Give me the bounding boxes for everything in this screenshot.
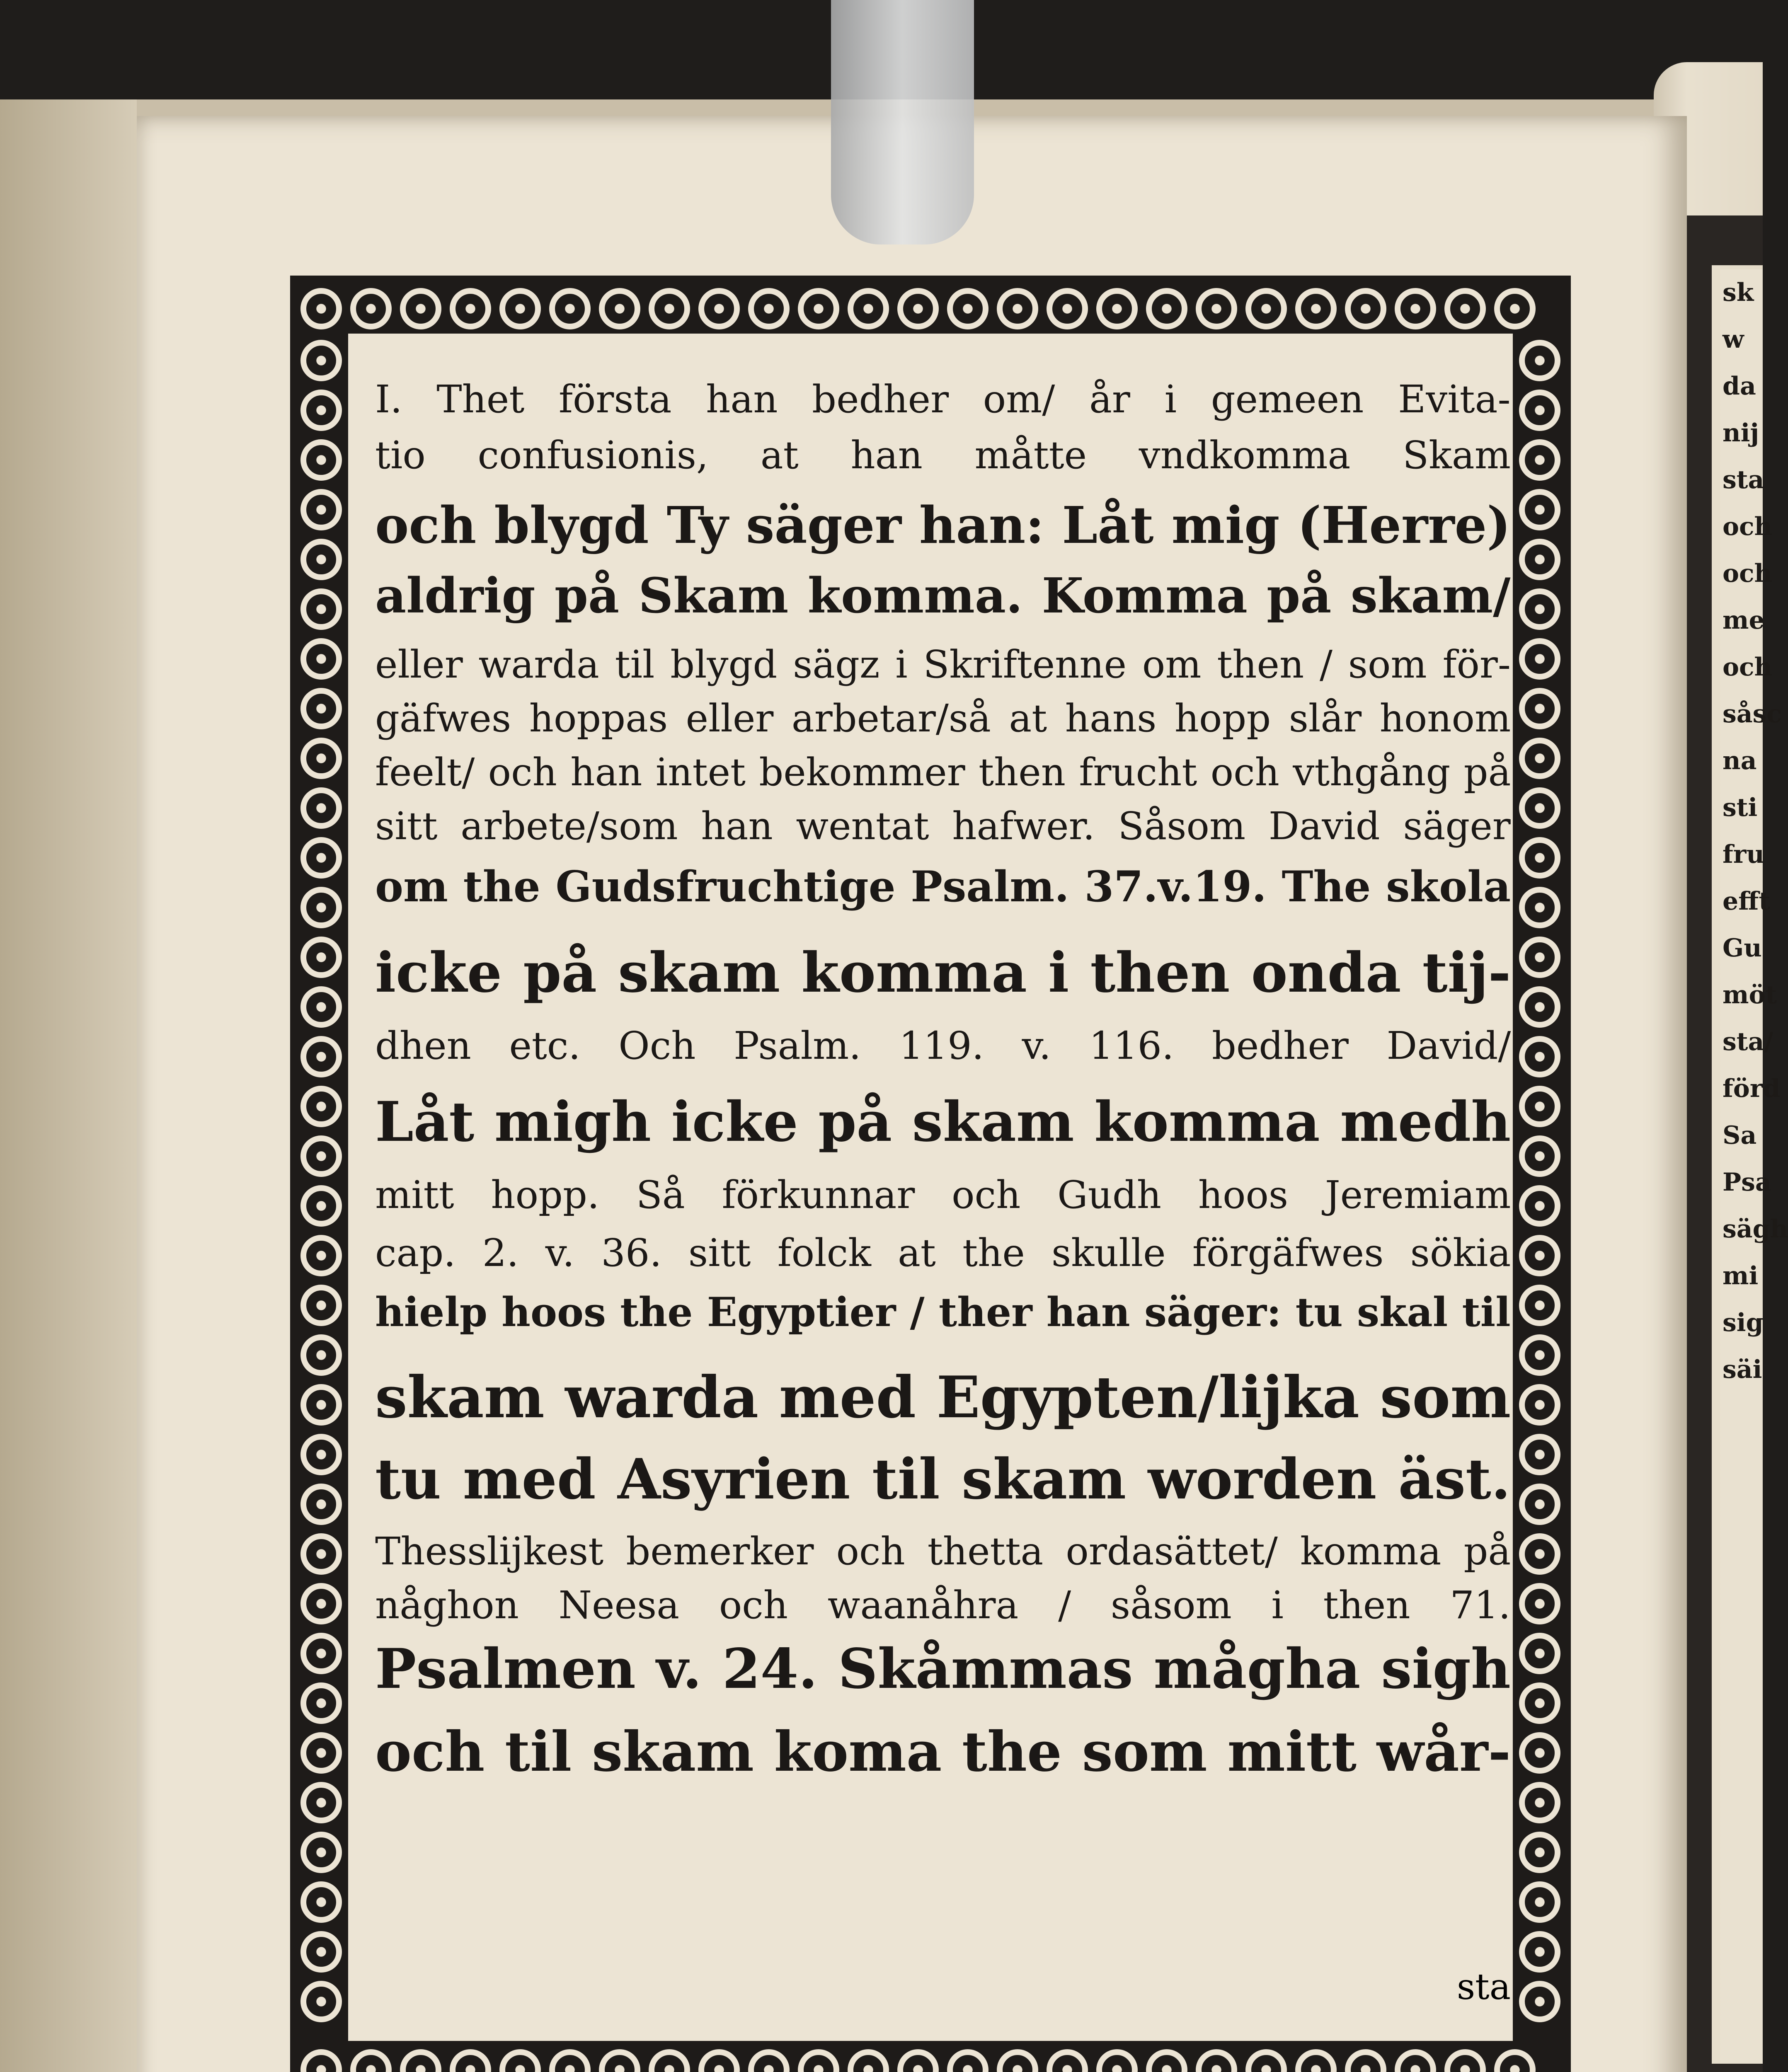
ornament-scroll — [1295, 2049, 1337, 2072]
text-line: Låt migh icke på skam komma medh — [375, 1090, 1511, 1154]
ornament-scroll — [1519, 489, 1560, 530]
ornament-scroll — [300, 937, 342, 978]
ornament-scroll — [300, 1732, 342, 1774]
ornament-scroll — [350, 2049, 392, 2072]
ornament-scroll — [300, 1434, 342, 1475]
ornament-scroll — [798, 288, 839, 329]
text-line: aldrig på Skam komma. Komma på skam/ — [375, 568, 1511, 624]
ornament-scroll — [947, 288, 988, 329]
text-line: skam warda med Egypten/lijka som — [375, 1363, 1511, 1431]
ornament-scroll — [1519, 1086, 1560, 1127]
ornament-scroll — [1519, 439, 1560, 481]
ornament-scroll — [300, 1334, 342, 1376]
next-page-fragment: och — [1723, 653, 1773, 682]
ornament-scroll — [300, 1533, 342, 1575]
text-line: mitt hopp. Så förkunnar och Gudh hoos Jeremiam — [375, 1173, 1511, 1217]
ornament-scroll — [1519, 787, 1560, 829]
ornament-scroll — [1146, 2049, 1187, 2072]
text-line: tu med Asyrien til skam worden äst. — [375, 1446, 1511, 1512]
ornament-scroll — [1519, 1583, 1560, 1624]
next-page-fragment: sägh — [1723, 1215, 1788, 1244]
ornament-scroll — [1245, 2049, 1287, 2072]
next-page-fragment: och — [1723, 559, 1773, 588]
ornament-scroll — [1519, 1285, 1560, 1326]
ornament-scroll — [300, 439, 342, 481]
ornament-scroll — [848, 2049, 889, 2072]
ornament-scroll — [300, 539, 342, 580]
ornament-scroll — [300, 1384, 342, 1426]
ornament-scroll — [300, 1832, 342, 1873]
left-page-edge — [0, 99, 137, 2072]
ornament-scroll — [1096, 2049, 1138, 2072]
next-page-fragment: sta/ — [1723, 1027, 1773, 1056]
text-line: Thesslijkest bemerker och thetta ordasättet/ komma på — [375, 1529, 1511, 1573]
ornament-scroll — [599, 2049, 640, 2072]
ornament-scroll — [300, 738, 342, 779]
ornament-scroll — [300, 1782, 342, 1823]
ornament-scroll — [748, 2049, 790, 2072]
ornament-scroll — [1395, 288, 1436, 329]
ornament-scroll — [1196, 2049, 1237, 2072]
ornament-row-bottom — [296, 2045, 1565, 2072]
next-page-fragment: Psa — [1723, 1168, 1771, 1197]
ornament-scroll — [1519, 937, 1560, 978]
ornament-scroll — [1519, 588, 1560, 630]
ornament-scroll — [997, 288, 1038, 329]
ornament-scroll — [300, 1036, 342, 1077]
ornament-scroll — [1519, 1981, 1560, 2022]
ornament-scroll — [848, 288, 889, 329]
text-line: cap. 2. v. 36. sitt folck at the skulle förgäfwes sökia — [375, 1231, 1511, 1275]
catchword: sta — [1457, 1966, 1511, 2008]
ornament-row-top — [296, 284, 1565, 334]
ornament-scroll — [549, 2049, 591, 2072]
next-page-text — [1720, 269, 1788, 2064]
next-page-fragment: da — [1723, 372, 1756, 401]
ornament-scroll — [1494, 2049, 1536, 2072]
ornament-scroll — [1295, 288, 1337, 329]
ornament-scroll — [1519, 1782, 1560, 1823]
ornament-scroll — [300, 390, 342, 431]
ornament-scroll — [300, 1484, 342, 1525]
ornament-scroll — [300, 837, 342, 879]
next-page-fragment: och — [1723, 512, 1773, 541]
ornament-scroll — [1519, 1732, 1560, 1774]
ornament-scroll — [1519, 1334, 1560, 1376]
ornament-scroll — [450, 2049, 491, 2072]
next-page-fragment: sti — [1723, 793, 1758, 822]
ornament-scroll — [1519, 1235, 1560, 1276]
ornament-scroll — [698, 288, 740, 329]
ornament-scroll — [1519, 837, 1560, 879]
ornament-scroll — [1047, 288, 1088, 329]
text-line: eller warda til blygd sägz i Skriftenne om then / som för- — [375, 642, 1511, 687]
ornament-scroll — [1519, 638, 1560, 680]
ornament-scroll — [300, 1931, 342, 1973]
ornament-scroll — [1245, 288, 1287, 329]
next-page-fragment: sta — [1723, 465, 1764, 494]
next-page-fragment: me — [1723, 606, 1765, 635]
ornament-scroll — [300, 1185, 342, 1227]
ornament-scroll — [300, 1086, 342, 1127]
next-page-fragment: Gu — [1723, 934, 1762, 963]
ornament-scroll — [300, 887, 342, 928]
ornament-scroll — [1146, 288, 1187, 329]
text-line: hielp hoos the Egyptier / ther han säger: tu skal til — [375, 1289, 1511, 1336]
ornament-scroll — [1519, 887, 1560, 928]
ornament-scroll — [300, 1881, 342, 1923]
ornament-scroll — [897, 288, 939, 329]
ornament-scroll — [1519, 738, 1560, 779]
ornament-scroll — [549, 288, 591, 329]
ornament-scroll — [997, 2049, 1038, 2072]
next-page-fragment: mi — [1723, 1261, 1759, 1290]
ornament-scroll — [300, 638, 342, 680]
ornament-scroll — [300, 1135, 342, 1177]
ornament-scroll — [300, 1583, 342, 1624]
text-line: och til skam koma the som mitt wår- — [375, 1720, 1511, 1784]
text-line: gäfwes hoppas eller arbetar/så at hans hopp slår honom — [375, 696, 1511, 741]
ornament-scroll — [1519, 390, 1560, 431]
text-line: Psalmen v. 24. Skåmmas mågha sigh — [375, 1637, 1511, 1701]
ornament-scroll — [1519, 1533, 1560, 1575]
ornament-scroll — [698, 2049, 740, 2072]
next-page-fragment: fru — [1723, 840, 1765, 869]
ornament-scroll — [300, 340, 342, 381]
text-line: någhon Neesa och waanåhra / såsom i then 71. — [375, 1583, 1511, 1627]
ornament-scroll — [1395, 2049, 1436, 2072]
ornament-scroll — [1444, 2049, 1486, 2072]
ornament-scroll — [1345, 288, 1386, 329]
ornament-scroll — [300, 2049, 342, 2072]
ornament-scroll — [798, 2049, 839, 2072]
next-page-fragment: na — [1723, 746, 1757, 775]
ornament-scroll — [1519, 1633, 1560, 1674]
ornament-scroll — [1519, 1881, 1560, 1923]
ornament-scroll — [1519, 340, 1560, 381]
text-line: feelt/ och han intet bekommer then frucht och vthgång på — [375, 750, 1511, 794]
ornament-scroll — [300, 787, 342, 829]
ornament-scroll — [300, 588, 342, 630]
ornament-scroll — [1519, 539, 1560, 580]
ornament-scroll — [1519, 1434, 1560, 1475]
ornament-scroll — [300, 1682, 342, 1724]
ornament-scroll — [1519, 1036, 1560, 1077]
next-page-fragment: efft — [1723, 887, 1771, 916]
ornament-column-left — [296, 336, 346, 2043]
ornament-scroll — [400, 288, 441, 329]
page-text — [375, 361, 1511, 2031]
ornament-scroll — [1519, 1931, 1560, 1973]
ornament-scroll — [649, 288, 690, 329]
text-line: I. Thet första han bedher om/ år i gemeen Evita- — [375, 377, 1511, 421]
ornament-scroll — [649, 2049, 690, 2072]
ornament-scroll — [1519, 1185, 1560, 1227]
text-line: om the Gudsfruchtige Psalm. 37.v.19. The skola — [375, 862, 1511, 912]
ornament-scroll — [1519, 1135, 1560, 1177]
ornament-scroll — [350, 288, 392, 329]
ornament-scroll — [1196, 288, 1237, 329]
next-page-fragment: Sa — [1723, 1121, 1757, 1150]
bookmark-clip — [831, 0, 974, 244]
ornament-scroll — [300, 489, 342, 530]
ornament-scroll — [1519, 1484, 1560, 1525]
ornament-scroll — [1047, 2049, 1088, 2072]
ornament-scroll — [1096, 288, 1138, 329]
ornament-scroll — [1444, 288, 1486, 329]
ornament-scroll — [1345, 2049, 1386, 2072]
ornament-scroll — [1519, 1832, 1560, 1873]
ornament-scroll — [1519, 986, 1560, 1028]
text-line: sitt arbete/som han wentat hafwer. Såsom David säger — [375, 804, 1511, 848]
next-page-fragment: sk — [1723, 278, 1754, 307]
next-page-fragment: såsc — [1723, 700, 1782, 729]
ornament-scroll — [1519, 1384, 1560, 1426]
ornament-scroll — [947, 2049, 988, 2072]
ornament-scroll — [300, 1633, 342, 1674]
ornament-scroll — [897, 2049, 939, 2072]
next-page-fragment: möt — [1723, 980, 1777, 1009]
text-line: icke på skam komma i then onda tij- — [375, 941, 1511, 1005]
ornament-scroll — [450, 288, 491, 329]
ornament-scroll — [300, 1235, 342, 1276]
ornament-scroll — [300, 1285, 342, 1326]
ornament-column-right — [1515, 336, 1565, 2043]
ornament-scroll — [599, 288, 640, 329]
text-line: tio confusionis, at han måtte vndkomma Skam — [375, 433, 1511, 477]
ornament-scroll — [1519, 688, 1560, 729]
ornament-scroll — [748, 288, 790, 329]
next-page-fragment: nij — [1723, 419, 1759, 448]
ornament-scroll — [300, 688, 342, 729]
ornament-scroll — [300, 288, 342, 329]
text-line: dhen etc. Och Psalm. 119. v. 116. bedher David/ — [375, 1024, 1511, 1068]
ornament-scroll — [300, 986, 342, 1028]
next-page-fragment: w — [1723, 325, 1744, 354]
next-page-fragment: sig — [1723, 1308, 1764, 1337]
ornament-scroll — [1519, 1682, 1560, 1724]
ornament-scroll — [499, 2049, 541, 2072]
next-page-fragment: säi — [1723, 1355, 1762, 1384]
text-line: och blygd Ty säger han: Låt mig (Herre) — [375, 495, 1511, 555]
ornament-scroll — [300, 1981, 342, 2022]
ornament-scroll — [1494, 288, 1536, 329]
ornament-scroll — [400, 2049, 441, 2072]
next-page-fragment: förd — [1723, 1074, 1781, 1103]
ornament-scroll — [499, 288, 541, 329]
